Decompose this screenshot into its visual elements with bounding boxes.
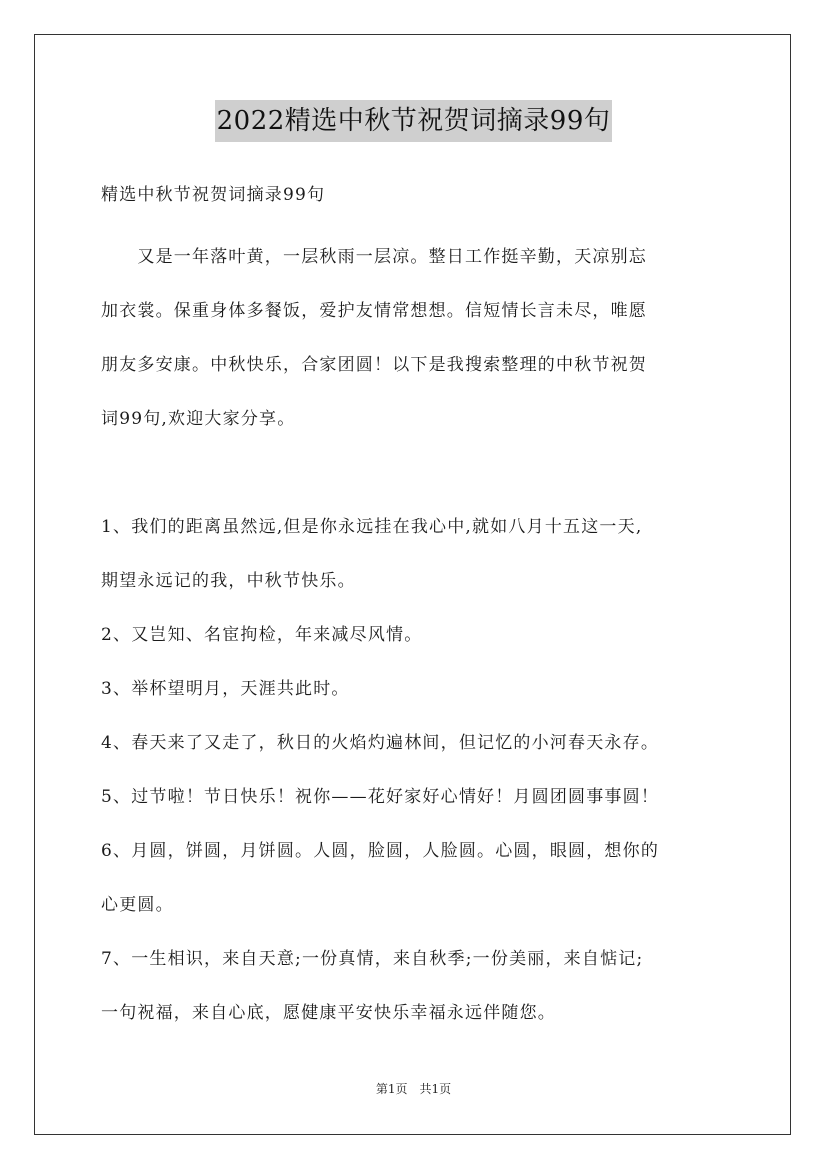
list-line: 5、过节啦！节日快乐！祝你——花好家好心情好！月圆团圆事事圆！ <box>101 787 660 807</box>
greetings-list <box>101 500 741 1040</box>
intro-line: 加衣裳。保重身体多餐饭，爱护友情常想想。信短情长言未尽，唯愿 <box>101 301 647 321</box>
intro-line: 又是一年落叶黄，一层秋雨一层凉。整日工作挺辛勤，天凉别忘 <box>101 247 647 267</box>
page-footer: 第1页 共1页 <box>375 1082 452 1096</box>
list-line: 7、一生相识，来自天意;一份真情，来自秋季;一份美丽，来自惦记; <box>101 949 644 969</box>
list-line: 期望永远记的我，中秋节快乐。 <box>101 571 356 591</box>
document-subtitle: 精选中秋节祝贺词摘录99句 <box>101 185 326 205</box>
list-line: 3、举杯望明月，天涯共此时。 <box>101 679 350 699</box>
intro-line: 词99句,欢迎大家分享。 <box>101 409 296 429</box>
intro-paragraph <box>101 230 741 446</box>
list-line: 6、月圆，饼圆，月饼圆。人圆，脸圆，人脸圆。心圆，眼圆，想你的 <box>101 841 660 861</box>
list-line: 2、又岂知、名宦拘检，年来减尽风情。 <box>101 625 423 645</box>
document-title: 2022精选中秋节祝贺词摘录99句 <box>215 100 613 142</box>
intro-line: 朋友多安康。中秋快乐，合家团圆！以下是我搜索整理的中秋节祝贺 <box>101 355 647 375</box>
list-line: 一句祝福，来自心底，愿健康平安快乐幸福永远伴随您。 <box>101 1003 556 1023</box>
list-line: 1、我们的距离虽然远,但是你永远挂在我心中,就如八月十五这一天, <box>101 517 643 537</box>
title-container <box>0 100 827 142</box>
list-line: 4、春天来了又走了，秋日的火焰灼遍林间，但记忆的小河春天永存。 <box>101 733 660 753</box>
list-line: 心更圆。 <box>101 895 174 915</box>
